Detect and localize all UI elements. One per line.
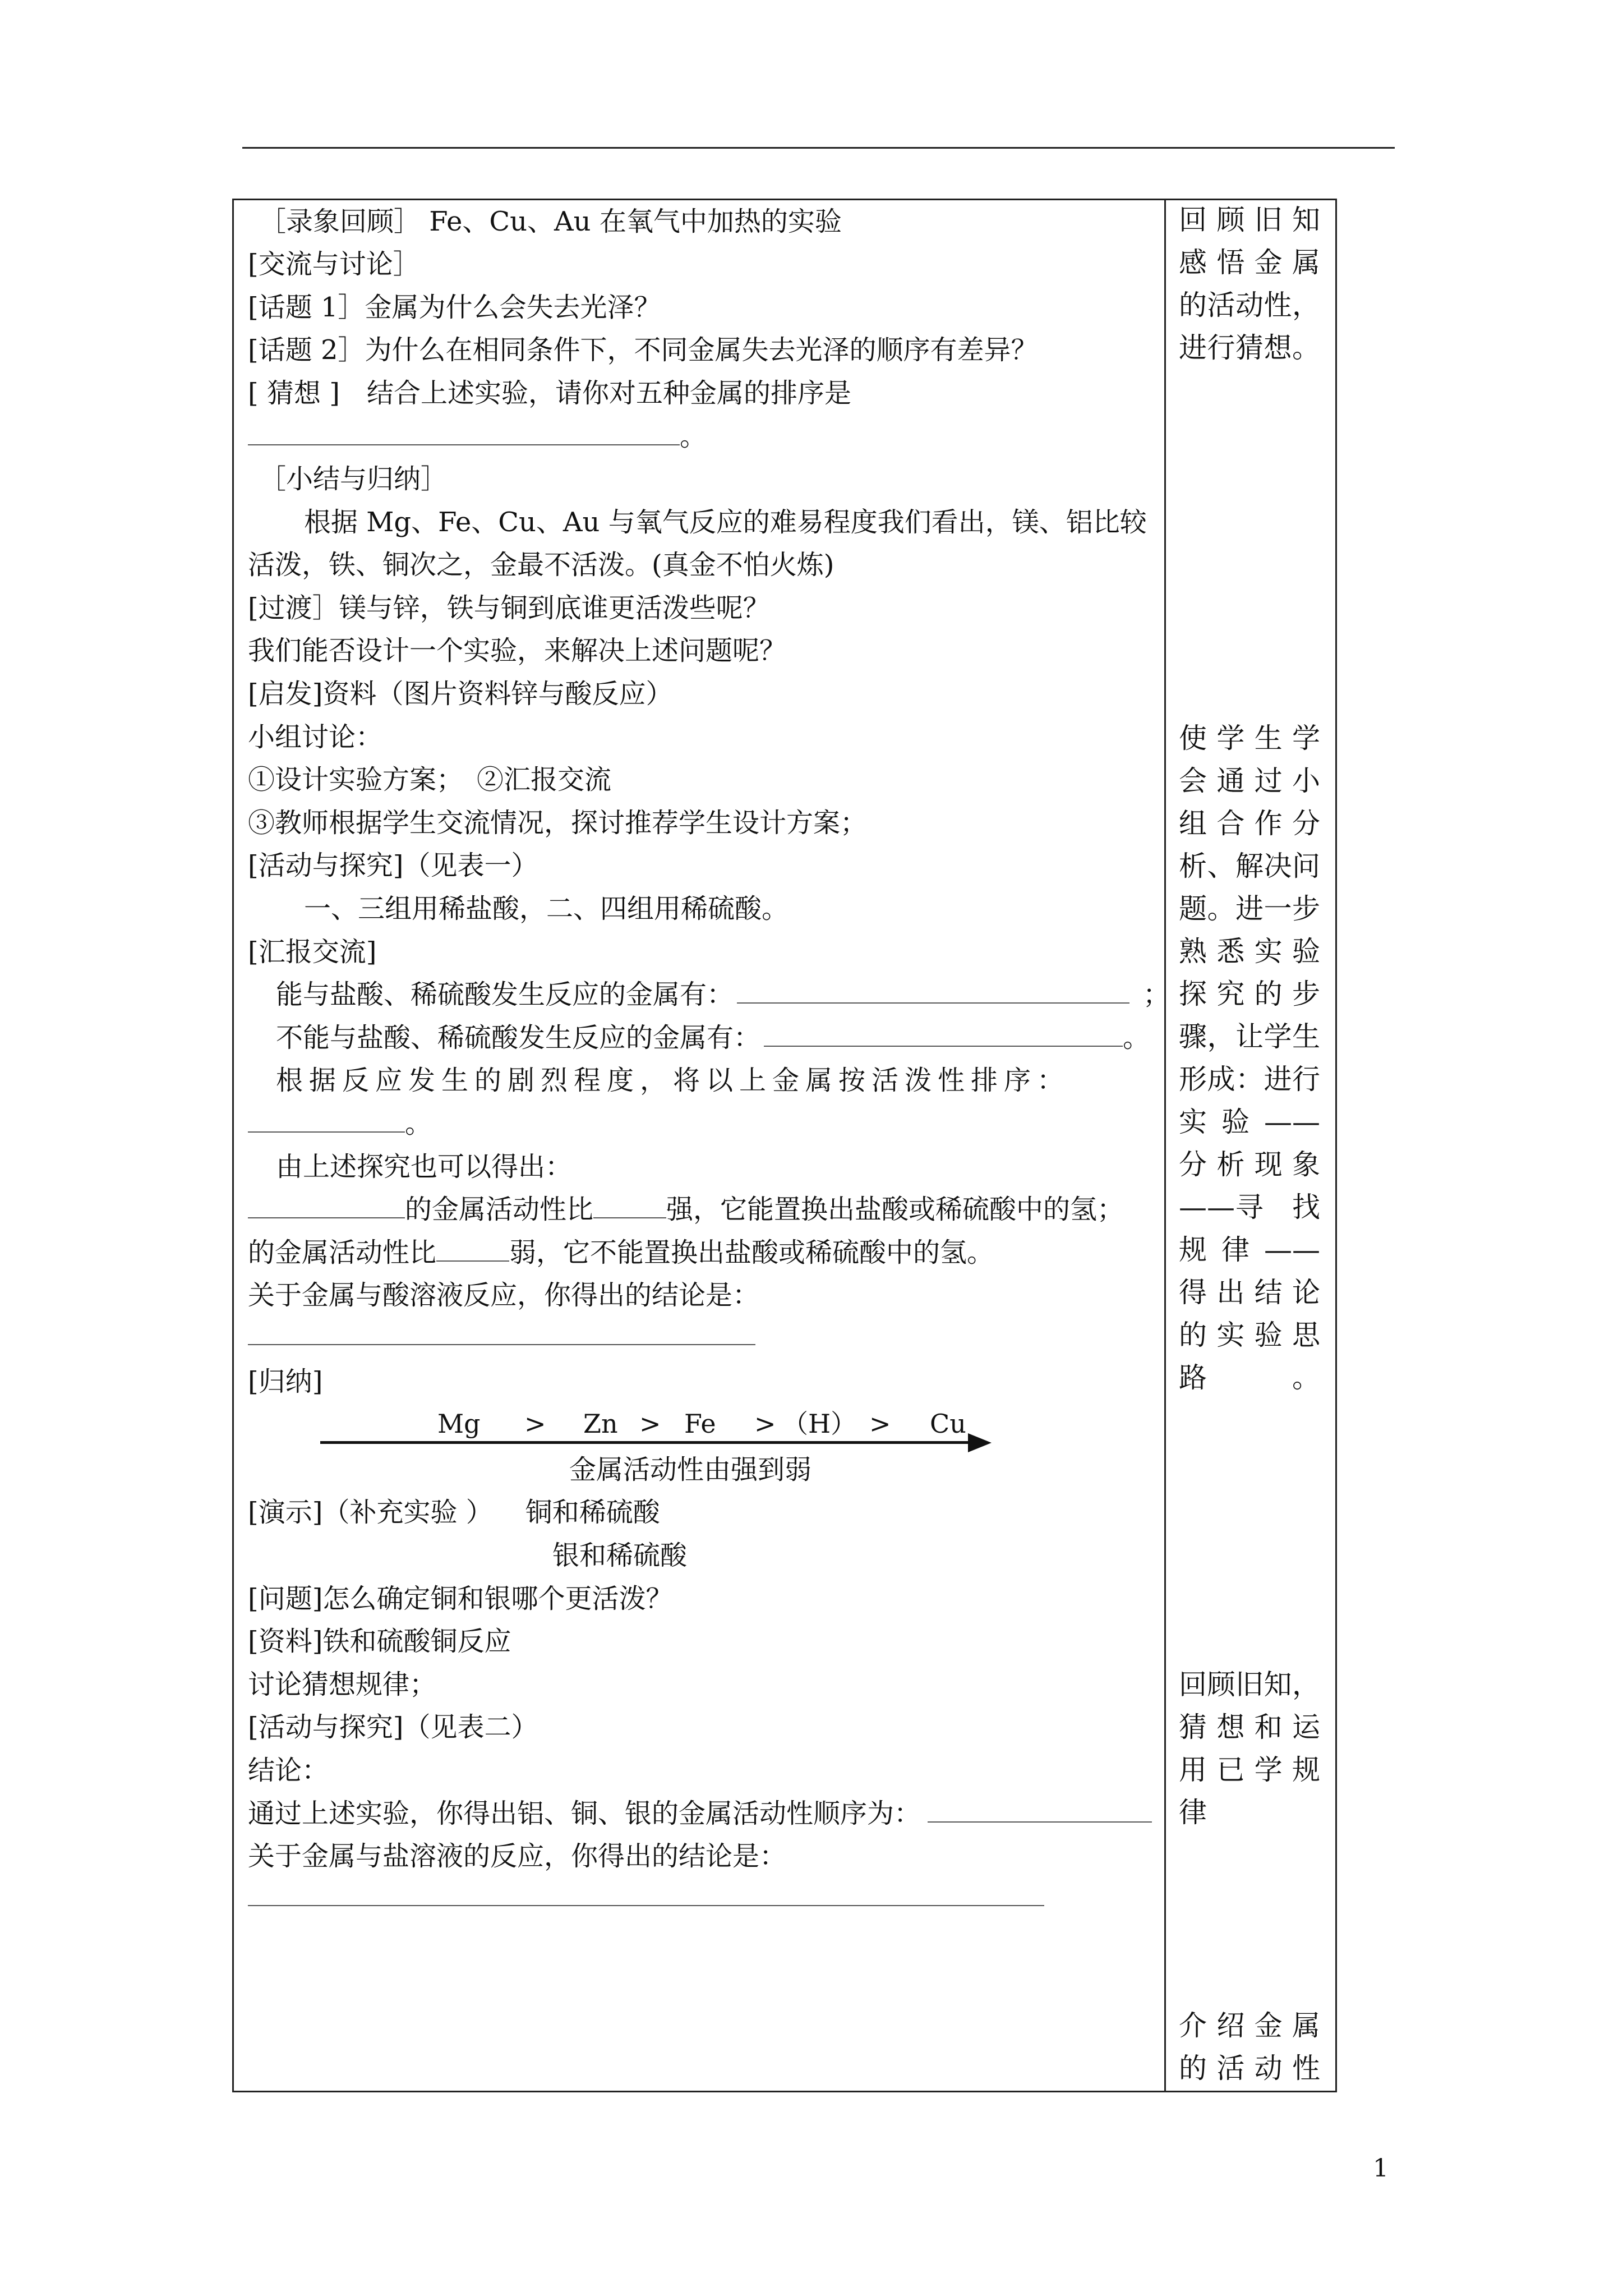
line-salt-conclusion: 关于金属与盐溶液的反应，你得出的结论是： bbox=[248, 1841, 787, 1872]
series-gt-3: > bbox=[754, 1409, 776, 1439]
page-number: 1 bbox=[1373, 2154, 1389, 2183]
acid-conclusion-blank[interactable] bbox=[248, 1320, 755, 1345]
ranking-blank[interactable] bbox=[248, 1108, 405, 1133]
table-column-divider bbox=[1164, 199, 1166, 2092]
series-gt-2: > bbox=[639, 1409, 661, 1439]
arrow-right-icon bbox=[968, 1433, 992, 1452]
line-material: [资料]铁和硫酸铜反应 bbox=[248, 1626, 511, 1657]
stronger-metal-blank[interactable] bbox=[248, 1194, 405, 1218]
activity-arrow-line bbox=[320, 1441, 971, 1444]
line-activity-2: [活动与探究]（见表二） bbox=[248, 1711, 538, 1743]
series-fe: Fe bbox=[684, 1409, 716, 1439]
line-guess-answer: 。 bbox=[248, 420, 707, 453]
line-summary-2: 活泼，铁、铜次之，金最不活泼。(真金不怕火炼) bbox=[248, 549, 834, 581]
guess-blank[interactable] bbox=[248, 421, 680, 445]
line-steps-1: ①设计实验方案； ②汇报交流 bbox=[248, 764, 612, 795]
reactive-metals-blank[interactable] bbox=[737, 979, 1129, 1004]
line-reactive-metals: 能与盐酸、稀硫酸发生反应的金属有： ； bbox=[276, 979, 1170, 1010]
line-question: 我们能否设计一个实验，来解决上述问题呢？ bbox=[248, 635, 787, 666]
line-steps-2: ③教师根据学生交流情况，探讨推荐学生设计方案； bbox=[248, 807, 868, 839]
line-topic-2: [话题 2］为什么在相同条件下，不同金属失去光泽的顺序有差异？ bbox=[248, 334, 1038, 366]
line-induction: [归纳] bbox=[248, 1366, 323, 1397]
line-summary-1: 根据 Mg、Fe、Cu、Au 与氧气反应的难易程度我们看出，镁、铝比较 bbox=[304, 507, 1147, 538]
side-note-rule: 回顾旧知， 猜想和运 用已学规 律 bbox=[1179, 1668, 1320, 1829]
line-summary-heading: ［小结与归纳］ bbox=[259, 463, 448, 495]
line-groups: 一、三组用稀盐酸，二、四组用稀硫酸。 bbox=[304, 893, 789, 924]
line-demo-2: 银和稀硫酸 bbox=[552, 1540, 688, 1571]
unreactive-metals-blank[interactable] bbox=[764, 1022, 1123, 1047]
line-demo: [演示]（补充实验 ） 铜和稀硫酸 bbox=[248, 1497, 660, 1528]
side-note-inquiry: 使学生学 会通过小 组合作分 析、解决问 题。进一步 熟悉实验 探究的步 骤，让学生 形成：进行 实验—— 分析现象 ——寻 找 规律—— 得出结论 的实验思 路。 bbox=[1179, 722, 1320, 1394]
line-conclusion-intro: 由上述探究也可以得出： bbox=[276, 1151, 573, 1182]
series-zn: Zn bbox=[583, 1409, 618, 1439]
line-inspiration: [启发]资料（图片资料锌与酸反应） bbox=[248, 678, 673, 710]
line-unreactive-metals: 不能与盐酸、稀硫酸发生反应的金属有： 。 bbox=[276, 1022, 1150, 1053]
side-note-activity: 介绍金属 的活动性 bbox=[1179, 2009, 1320, 2085]
side-note-review: 回顾旧知 感悟金属 的活动性， 进行猜想。 bbox=[1179, 204, 1320, 364]
line-guess: [ 猜想 ] 结合上述实验，请你对五种金属的排序是 bbox=[248, 378, 851, 409]
line-acid-conclusion: 关于金属与酸溶液反应，你得出的结论是： bbox=[248, 1280, 760, 1311]
series-gt-1: > bbox=[524, 1409, 546, 1439]
line-salt-conclusion-answer bbox=[248, 1880, 1044, 1914]
order-blank[interactable] bbox=[928, 1798, 1152, 1823]
arrow-caption: 金属活动性由强到弱 bbox=[569, 1454, 812, 1485]
line-stronger-than-h: 的金属活动性比 强，它能置换出盐酸或稀硫酸中的氢； bbox=[248, 1193, 1124, 1226]
line-acid-conclusion-answer bbox=[248, 1319, 755, 1353]
header-rule bbox=[242, 147, 1395, 149]
line-ranking-prompt: 根据反应发生的剧烈程度，将以上金属按活泼性排序： bbox=[276, 1065, 1071, 1096]
line-video-review: ［录象回顾］ Fe、Cu、Au 在氧气中加热的实验 bbox=[259, 206, 842, 237]
series-cu: Cu bbox=[930, 1409, 966, 1439]
stronger-compare-blank[interactable] bbox=[593, 1194, 666, 1218]
series-gt-4: > bbox=[869, 1409, 891, 1439]
line-ranking-answer: 。 bbox=[248, 1107, 432, 1140]
salt-conclusion-blank[interactable] bbox=[248, 1881, 1044, 1906]
weaker-compare-blank[interactable] bbox=[436, 1237, 509, 1262]
line-order-prompt: 通过上述实验，你得出铝、铜、银的金属活动性顺序为： bbox=[248, 1797, 1152, 1830]
line-activity-1: [活动与探究]（见表一） bbox=[248, 850, 538, 881]
series-h: （H） bbox=[782, 1409, 857, 1439]
line-problem: [问题]怎么确定铜和银哪个更活泼？ bbox=[248, 1583, 673, 1614]
line-guess-rule: 讨论猜想规律； bbox=[248, 1669, 437, 1700]
line-transition: [过渡］镁与锌，铁与铜到底谁更活泼些呢？ bbox=[248, 592, 770, 624]
line-weaker-than-h: 的金属活动性比 弱，它不能置换出盐酸或稀硫酸中的氢。 bbox=[248, 1237, 994, 1268]
series-mg: Mg bbox=[437, 1409, 481, 1439]
line-report: [汇报交流] bbox=[248, 936, 377, 968]
line-discussion: [交流与讨论］ bbox=[248, 249, 420, 280]
line-group-discussion: 小组讨论： bbox=[248, 721, 383, 753]
line-conclusion: 结论： bbox=[248, 1755, 329, 1786]
line-topic-1: [话题 1］金属为什么会失去光泽？ bbox=[248, 292, 661, 323]
